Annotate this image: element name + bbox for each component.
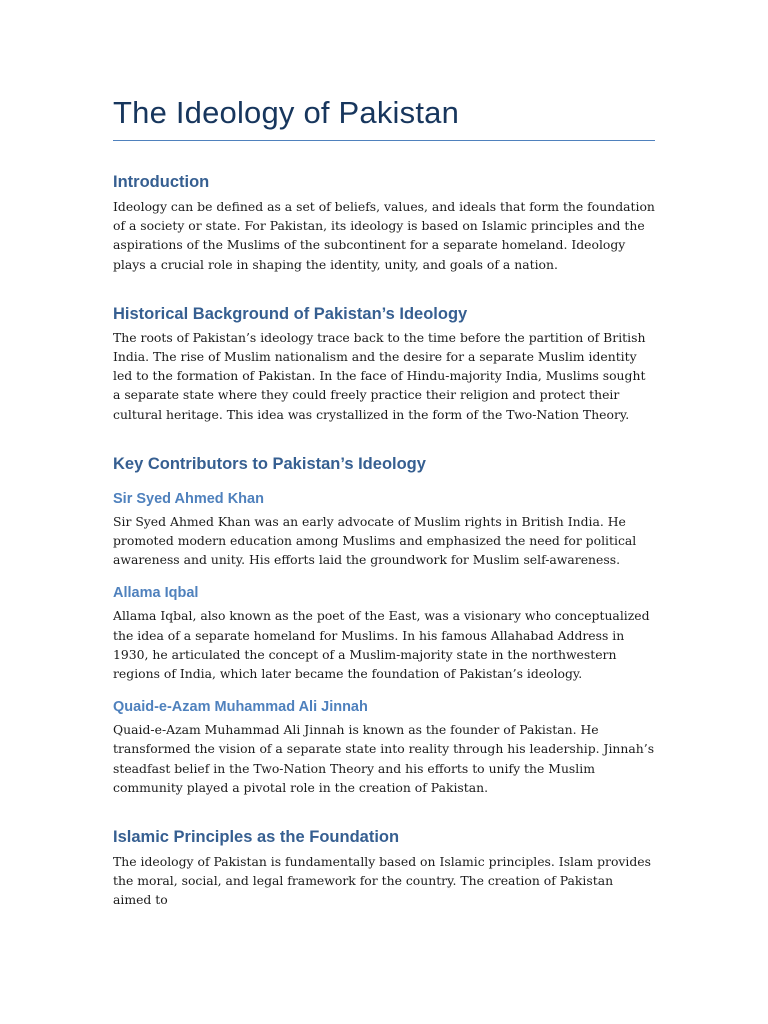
paragraph-sir-syed: Sir Syed Ahmed Khan was an early advocate of Muslim rights in British India. He promoted modern education among Muslims and emphasized the need for political awareness and unity. His efforts laid the groundwork for Muslim self-awareness.: [113, 513, 637, 568]
section-islamic-principles: [113, 826, 655, 910]
heading-key-contributors: Key Contributors to Pakistan’s Ideology: [113, 454, 426, 473]
section-key-contributors: [113, 453, 655, 797]
subsection-jinnah: [113, 697, 655, 797]
heading-allama-iqbal: Allama Iqbal: [113, 585, 199, 602]
paragraph-historical-background: The roots of Pakistan’s ideology trace back to the time before the partition of British India. The rise of Muslim nationalism and the desire for a separate Muslim identity led to the formation of Pakistan. In the face of Hindu-majority India, Muslims sought a separate state where they could freely practice their religion and protect their cultural heritage. This idea was crystallized in the form of the Two-Nation Theory.: [113, 329, 646, 422]
paragraph-introduction: Ideology can be defined as a set of beliefs, values, and ideals that form the foundation of a society or state. For Pakistan, its ideology is based on Islamic principles and the aspirations of the Muslims of the subcontinent for a separate homeland. Ideology plays a crucial role in shaping the identity, unity, and goals of a nation.: [113, 199, 655, 272]
heading-sir-syed: Sir Syed Ahmed Khan: [113, 490, 264, 507]
paragraph-jinnah: Quaid-e-Azam Muhammad Ali Jinnah is known as the founder of Pakistan. He transformed the vision of a separate state into reality through his leadership. Jinnah’s steadfast belief in the Two-Nation Theory and his efforts to unify the Muslim community played a pivotal role in the creation of Pakistan.: [113, 722, 655, 795]
heading-introduction: Introduction: [113, 173, 210, 191]
heading-historical-background: Historical Background of Pakistan’s Ideology: [113, 304, 468, 323]
document-title: The Ideology of Pakistan: [113, 88, 655, 141]
paragraph-islamic-principles: The ideology of Pakistan is fundamentally based on Islamic principles. Islam provides the moral, social, and legal framework for the country. The creation of Pakistan aimed to: [113, 854, 651, 908]
section-historical-background: [113, 303, 655, 424]
heading-jinnah: Quaid-e-Azam Muhammad Ali Jinnah: [113, 699, 368, 716]
subsection-allama-iqbal: [113, 583, 655, 683]
document-content: [113, 88, 655, 910]
paragraph-allama-iqbal: Allama Iqbal, also known as the poet of the East, was a visionary who conceptualized the idea of a separate homeland for Muslims. In his famous Allahabad Address in 1930, he articulated the concept of a Muslim-majority state in the northwestern regions of India, which later became the foundation of Pakistan’s ideology.: [113, 608, 650, 682]
heading-islamic-principles: Islamic Principles as the Foundation: [113, 828, 400, 847]
section-introduction: [113, 171, 655, 274]
subsection-sir-syed: [113, 489, 655, 570]
